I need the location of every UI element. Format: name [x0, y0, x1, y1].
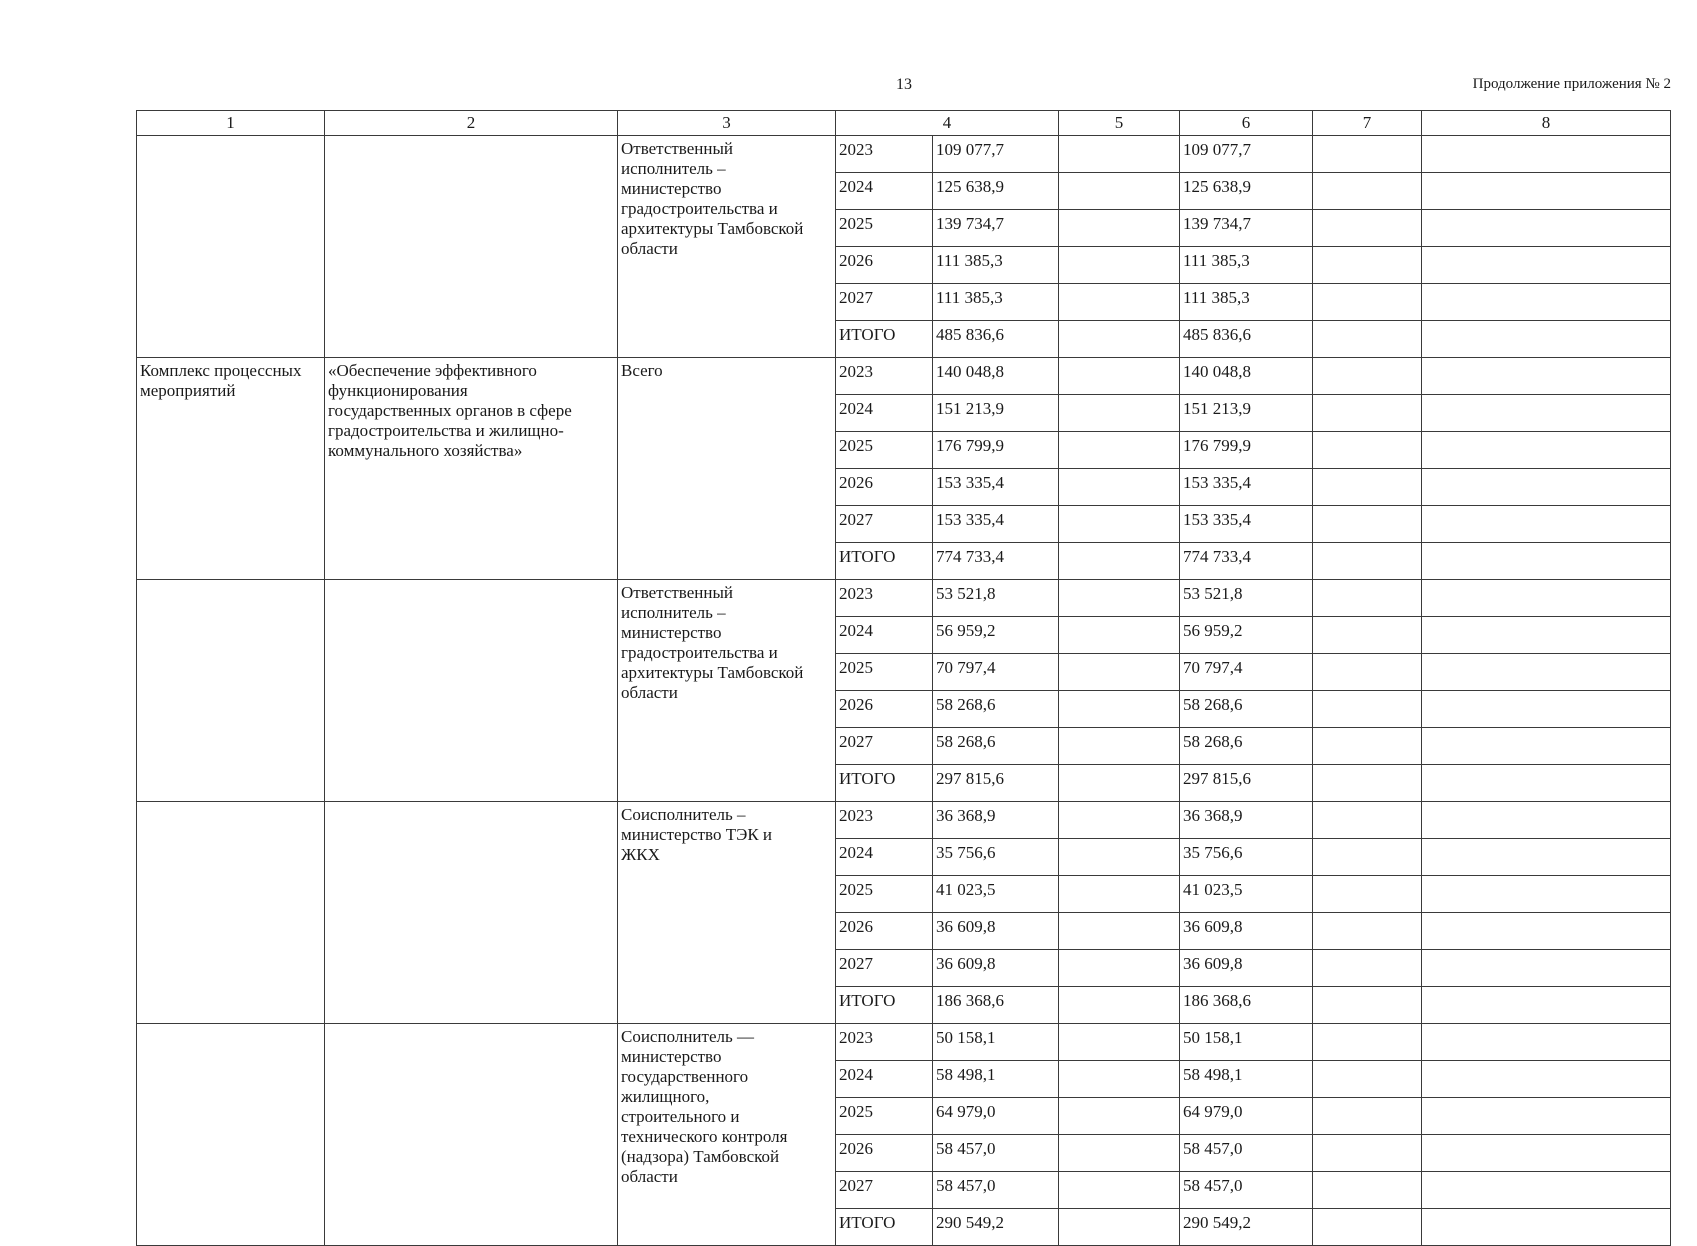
value-cell-6: 58 457,0: [1180, 1135, 1313, 1172]
year-cell: 2025: [836, 1098, 933, 1135]
value-cell-6: 153 335,4: [1180, 506, 1313, 543]
value-cell-4: 41 023,5: [933, 876, 1059, 913]
value-cell-7: [1313, 580, 1422, 617]
cell-text-line: исполнитель –: [621, 159, 726, 178]
year-cell: ИТОГО: [836, 987, 933, 1024]
group-col1-cell: [137, 580, 325, 802]
cell-text-line: (надзора) Тамбовской: [621, 1147, 780, 1166]
value-cell-8: [1422, 469, 1671, 506]
value-cell-8: [1422, 358, 1671, 395]
value-cell-8: [1422, 987, 1671, 1024]
value-cell-5: [1059, 1135, 1180, 1172]
value-cell-7: [1313, 321, 1422, 358]
value-cell-8: [1422, 432, 1671, 469]
value-cell-6: 153 335,4: [1180, 469, 1313, 506]
value-cell-8: [1422, 284, 1671, 321]
value-cell-8: [1422, 321, 1671, 358]
value-cell-6: 111 385,3: [1180, 284, 1313, 321]
value-cell-4: 58 268,6: [933, 691, 1059, 728]
group-col2-cell: [325, 580, 618, 802]
value-cell-5: [1059, 913, 1180, 950]
value-cell-4: 153 335,4: [933, 469, 1059, 506]
column-number-row: [137, 111, 1671, 136]
group-col3-cell: [618, 358, 836, 580]
value-cell-4: 176 799,9: [933, 432, 1059, 469]
table-row: [137, 802, 1671, 839]
year-cell: 2024: [836, 617, 933, 654]
value-cell-5: [1059, 1209, 1180, 1246]
value-cell-6: 140 048,8: [1180, 358, 1313, 395]
year-cell: 2027: [836, 284, 933, 321]
value-cell-5: [1059, 691, 1180, 728]
value-cell-6: 109 077,7: [1180, 136, 1313, 173]
column-header-6: 6: [1180, 111, 1313, 136]
value-cell-4: 774 733,4: [933, 543, 1059, 580]
cell-text-line: исполнитель –: [621, 603, 726, 622]
value-cell-6: 70 797,4: [1180, 654, 1313, 691]
value-cell-4: 53 521,8: [933, 580, 1059, 617]
value-cell-6: 41 023,5: [1180, 876, 1313, 913]
value-cell-4: 151 213,9: [933, 395, 1059, 432]
value-cell-5: [1059, 802, 1180, 839]
value-cell-4: 297 815,6: [933, 765, 1059, 802]
value-cell-7: [1313, 543, 1422, 580]
value-cell-7: [1313, 1061, 1422, 1098]
value-cell-4: 125 638,9: [933, 173, 1059, 210]
value-cell-6: 111 385,3: [1180, 247, 1313, 284]
year-cell: ИТОГО: [836, 543, 933, 580]
value-cell-5: [1059, 839, 1180, 876]
value-cell-4: 58 268,6: [933, 728, 1059, 765]
value-cell-4: 36 609,8: [933, 913, 1059, 950]
value-cell-4: 109 077,7: [933, 136, 1059, 173]
value-cell-7: [1313, 728, 1422, 765]
value-cell-7: [1313, 617, 1422, 654]
value-cell-7: [1313, 469, 1422, 506]
value-cell-6: 58 457,0: [1180, 1172, 1313, 1209]
year-cell: ИТОГО: [836, 321, 933, 358]
value-cell-6: 35 756,6: [1180, 839, 1313, 876]
value-cell-8: [1422, 950, 1671, 987]
value-cell-4: 139 734,7: [933, 210, 1059, 247]
cell-text-line: архитектуры Тамбовской: [621, 219, 804, 238]
value-cell-7: [1313, 913, 1422, 950]
value-cell-7: [1313, 1209, 1422, 1246]
value-cell-6: 125 638,9: [1180, 173, 1313, 210]
value-cell-8: [1422, 1135, 1671, 1172]
value-cell-8: [1422, 876, 1671, 913]
cell-text-line: Соисполнитель –: [621, 805, 746, 824]
value-cell-8: [1422, 136, 1671, 173]
value-cell-4: 35 756,6: [933, 839, 1059, 876]
cell-text-line: технического контроля: [621, 1127, 788, 1146]
value-cell-5: [1059, 247, 1180, 284]
group-col1-cell: [137, 1024, 325, 1246]
year-cell: 2026: [836, 469, 933, 506]
value-cell-8: [1422, 691, 1671, 728]
cell-text-line: области: [621, 683, 678, 702]
value-cell-5: [1059, 173, 1180, 210]
year-cell: 2023: [836, 136, 933, 173]
value-cell-8: [1422, 839, 1671, 876]
value-cell-7: [1313, 654, 1422, 691]
value-cell-4: 111 385,3: [933, 247, 1059, 284]
value-cell-4: 485 836,6: [933, 321, 1059, 358]
value-cell-4: 111 385,3: [933, 284, 1059, 321]
cell-text-line: министерство ТЭК и: [621, 825, 772, 844]
year-cell: 2023: [836, 358, 933, 395]
value-cell-4: 36 368,9: [933, 802, 1059, 839]
value-cell-6: 58 498,1: [1180, 1061, 1313, 1098]
cell-text-line: мероприятий: [140, 381, 236, 400]
value-cell-6: 36 609,8: [1180, 913, 1313, 950]
year-cell: ИТОГО: [836, 765, 933, 802]
group-col2-cell: [325, 802, 618, 1024]
value-cell-7: [1313, 1172, 1422, 1209]
column-header-7: 7: [1313, 111, 1422, 136]
cell-text-line: градостроительства и: [621, 199, 778, 218]
value-cell-5: [1059, 321, 1180, 358]
value-cell-4: 58 457,0: [933, 1172, 1059, 1209]
value-cell-4: 58 457,0: [933, 1135, 1059, 1172]
value-cell-4: 36 609,8: [933, 950, 1059, 987]
group-col2-cell: [325, 136, 618, 358]
group-col3-cell: [618, 1024, 836, 1246]
value-cell-8: [1422, 506, 1671, 543]
cell-text-line: министерство: [621, 623, 722, 642]
value-cell-5: [1059, 654, 1180, 691]
value-cell-7: [1313, 210, 1422, 247]
value-cell-6: 151 213,9: [1180, 395, 1313, 432]
cell-text-line: жилищного,: [621, 1087, 710, 1106]
value-cell-6: 36 368,9: [1180, 802, 1313, 839]
value-cell-6: 58 268,6: [1180, 728, 1313, 765]
value-cell-8: [1422, 395, 1671, 432]
value-cell-7: [1313, 395, 1422, 432]
value-cell-8: [1422, 210, 1671, 247]
year-cell: 2024: [836, 173, 933, 210]
value-cell-6: 64 979,0: [1180, 1098, 1313, 1135]
cell-text-line: «Обеспечение эффективного: [328, 361, 537, 380]
value-cell-5: [1059, 1024, 1180, 1061]
year-cell: 2023: [836, 802, 933, 839]
group-col2-cell: [325, 358, 618, 580]
value-cell-4: 186 368,6: [933, 987, 1059, 1024]
cell-text-line: строительного и: [621, 1107, 740, 1126]
value-cell-7: [1313, 432, 1422, 469]
value-cell-5: [1059, 395, 1180, 432]
value-cell-5: [1059, 136, 1180, 173]
value-cell-8: [1422, 1172, 1671, 1209]
value-cell-8: [1422, 1209, 1671, 1246]
cell-text-line: архитектуры Тамбовской: [621, 663, 804, 682]
cell-text-line: градостроительства и: [621, 643, 778, 662]
cell-text-line: градостроительства и жилищно-: [328, 421, 564, 440]
value-cell-6: 297 815,6: [1180, 765, 1313, 802]
value-cell-5: [1059, 469, 1180, 506]
value-cell-5: [1059, 543, 1180, 580]
value-cell-7: [1313, 987, 1422, 1024]
cell-text-line: коммунального хозяйства»: [328, 441, 523, 460]
value-cell-5: [1059, 1172, 1180, 1209]
group-col3-cell: [618, 136, 836, 358]
column-header-1: 1: [137, 111, 325, 136]
group-col1-cell: [137, 802, 325, 1024]
value-cell-7: [1313, 950, 1422, 987]
value-cell-7: [1313, 284, 1422, 321]
value-cell-4: 153 335,4: [933, 506, 1059, 543]
year-cell: 2026: [836, 247, 933, 284]
year-cell: 2023: [836, 580, 933, 617]
value-cell-5: [1059, 210, 1180, 247]
value-cell-5: [1059, 1061, 1180, 1098]
value-cell-4: 70 797,4: [933, 654, 1059, 691]
cell-text-line: министерство: [621, 1047, 722, 1066]
cell-text-line: Ответственный: [621, 583, 733, 602]
value-cell-4: 56 959,2: [933, 617, 1059, 654]
cell-text-line: Ответственный: [621, 139, 733, 158]
value-cell-8: [1422, 580, 1671, 617]
value-cell-7: [1313, 765, 1422, 802]
year-cell: 2027: [836, 506, 933, 543]
cell-text-line: министерство: [621, 179, 722, 198]
value-cell-8: [1422, 802, 1671, 839]
value-cell-5: [1059, 432, 1180, 469]
year-cell: 2027: [836, 950, 933, 987]
value-cell-7: [1313, 691, 1422, 728]
year-cell: 2027: [836, 728, 933, 765]
column-header-3: 3: [618, 111, 836, 136]
column-header-2: 2: [325, 111, 618, 136]
table-row: [137, 358, 1671, 395]
value-cell-7: [1313, 1135, 1422, 1172]
cell-text-line: Комплекс процессных: [140, 361, 302, 380]
table-row: [137, 1024, 1671, 1061]
value-cell-6: 774 733,4: [1180, 543, 1313, 580]
value-cell-4: 50 158,1: [933, 1024, 1059, 1061]
value-cell-7: [1313, 1098, 1422, 1135]
value-cell-7: [1313, 1024, 1422, 1061]
column-header-8: 8: [1422, 111, 1671, 136]
value-cell-8: [1422, 1061, 1671, 1098]
cell-text-line: государственных органов в сфере: [328, 401, 572, 420]
group-col1-cell: [137, 136, 325, 358]
group-col2-cell: [325, 1024, 618, 1246]
year-cell: 2023: [836, 1024, 933, 1061]
year-cell: ИТОГО: [836, 1209, 933, 1246]
value-cell-8: [1422, 173, 1671, 210]
value-cell-5: [1059, 580, 1180, 617]
value-cell-6: 58 268,6: [1180, 691, 1313, 728]
value-cell-7: [1313, 802, 1422, 839]
cell-text-line: ЖКХ: [621, 845, 660, 864]
value-cell-8: [1422, 654, 1671, 691]
value-cell-4: 64 979,0: [933, 1098, 1059, 1135]
value-cell-5: [1059, 728, 1180, 765]
group-col3-cell: [618, 580, 836, 802]
value-cell-4: 140 048,8: [933, 358, 1059, 395]
value-cell-5: [1059, 506, 1180, 543]
year-cell: 2026: [836, 1135, 933, 1172]
value-cell-6: 139 734,7: [1180, 210, 1313, 247]
value-cell-7: [1313, 136, 1422, 173]
year-cell: 2025: [836, 210, 933, 247]
group-col3-cell: [618, 802, 836, 1024]
value-cell-6: 290 549,2: [1180, 1209, 1313, 1246]
value-cell-8: [1422, 913, 1671, 950]
table-row: [137, 580, 1671, 617]
value-cell-5: [1059, 876, 1180, 913]
value-cell-7: [1313, 358, 1422, 395]
value-cell-8: [1422, 765, 1671, 802]
value-cell-6: 56 959,2: [1180, 617, 1313, 654]
year-cell: 2027: [836, 1172, 933, 1209]
value-cell-8: [1422, 617, 1671, 654]
value-cell-5: [1059, 950, 1180, 987]
value-cell-7: [1313, 247, 1422, 284]
budget-table: [136, 110, 1671, 1246]
value-cell-6: 176 799,9: [1180, 432, 1313, 469]
value-cell-6: 50 158,1: [1180, 1024, 1313, 1061]
table-body: [137, 136, 1671, 1246]
value-cell-5: [1059, 284, 1180, 321]
year-cell: 2025: [836, 876, 933, 913]
page-number: 13: [896, 76, 912, 93]
value-cell-8: [1422, 1024, 1671, 1061]
group-col1-cell: [137, 358, 325, 580]
value-cell-8: [1422, 728, 1671, 765]
value-cell-8: [1422, 1098, 1671, 1135]
value-cell-7: [1313, 876, 1422, 913]
value-cell-4: 290 549,2: [933, 1209, 1059, 1246]
value-cell-7: [1313, 173, 1422, 210]
cell-text-line: области: [621, 1167, 678, 1186]
year-cell: 2024: [836, 839, 933, 876]
value-cell-8: [1422, 247, 1671, 284]
cell-text-line: государственного: [621, 1067, 749, 1086]
year-cell: 2026: [836, 913, 933, 950]
table-row: [137, 136, 1671, 173]
year-cell: 2025: [836, 654, 933, 691]
cell-text-line: Всего: [621, 361, 663, 380]
cell-text-line: области: [621, 239, 678, 258]
value-cell-6: 485 836,6: [1180, 321, 1313, 358]
value-cell-7: [1313, 506, 1422, 543]
value-cell-5: [1059, 765, 1180, 802]
value-cell-8: [1422, 543, 1671, 580]
value-cell-5: [1059, 617, 1180, 654]
value-cell-6: 53 521,8: [1180, 580, 1313, 617]
appendix-continuation-label: Продолжение приложения № 2: [1472, 76, 1671, 92]
year-cell: 2024: [836, 1061, 933, 1098]
value-cell-4: 58 498,1: [933, 1061, 1059, 1098]
column-header-5: 5: [1059, 111, 1180, 136]
value-cell-5: [1059, 987, 1180, 1024]
value-cell-7: [1313, 839, 1422, 876]
value-cell-6: 186 368,6: [1180, 987, 1313, 1024]
year-cell: 2026: [836, 691, 933, 728]
cell-text-line: Соисполнитель —: [621, 1027, 754, 1046]
value-cell-5: [1059, 1098, 1180, 1135]
value-cell-5: [1059, 358, 1180, 395]
cell-text-line: функционирования: [328, 381, 468, 400]
column-header-4: 4: [836, 111, 1059, 136]
year-cell: 2024: [836, 395, 933, 432]
value-cell-6: 36 609,8: [1180, 950, 1313, 987]
year-cell: 2025: [836, 432, 933, 469]
